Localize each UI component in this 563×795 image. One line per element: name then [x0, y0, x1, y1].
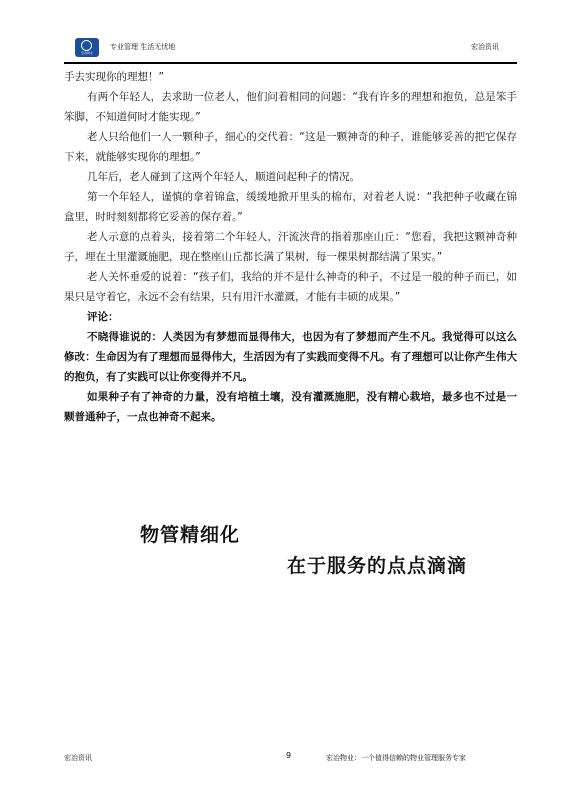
company-logo — [75, 38, 99, 57]
paragraph-1: 有两个年轻人，去求助一位老人，他们问着相同的问题：“我有许多的理想和抱负，总是笨手笨脚，不知道何时才能实现。” — [64, 91, 517, 123]
comment-paragraph-2: 如果种子有了神奇的力量，没有培植土壤，没有灌溉施肥，没有精心栽培，最多也不过是一颗普通种子，一点也神奇不起来。 — [64, 391, 517, 423]
comment-paragraph-1: 不晓得谁说的：人类因为有梦想而显得伟大，也因为有了梦想而产生不凡。我觉得可以这么修改：生命因为有了理想而显得伟大，生活因为有了实践而变得不凡。有了理想可以让你产生伟大的抱负，有了实践可以让你变得并不凡。 — [64, 331, 517, 383]
paragraph-3: 几年后，老人碰到了这两个年轻人，顺道问起种子的情况。 — [87, 171, 360, 183]
comment-label: 评论： — [87, 311, 119, 323]
section-title-line-1: 物管精细化 — [140, 524, 241, 546]
paragraph-continuation: 手去实现你的理想！” — [64, 71, 164, 83]
logo-emblem-icon — [81, 40, 92, 51]
logo-text: 宏冶物业 — [80, 51, 93, 55]
article-body — [64, 67, 517, 427]
footer-left-text: 宏冶资讯 — [64, 754, 92, 762]
paragraph-6: 老人关怀垂爱的说着：“孩子们，我给的并不是什么神奇的种子，不过是一般的种子而已，如果只是守着它，永远不会有结果，只有用汗水灌溉，才能有丰硕的成果。” — [64, 271, 517, 303]
page-number: 9 — [286, 751, 292, 760]
footer-right-text: 宏冶物业：一个值得信赖的物业管理服务专家 — [326, 754, 466, 762]
header-slogan: 专业管理 生活无忧地 — [110, 43, 176, 51]
paragraph-2: 老人只给他们一人一颗种子，细心的交代着：“这是一颗神奇的种子，谁能够妥善的把它保存下来，就能够实现你的理想。” — [64, 131, 517, 163]
paragraph-5: 老人示意的点着头，接着第二个年轻人，汗流浃背的指着那座山丘：“您看，我把这颗神奇种子，埋在土里灌溉施肥，现在整座山丘都长满了果树，每一棵果树都结满了果实。” — [64, 231, 517, 263]
header-divider — [64, 62, 517, 64]
header-brand: 宏冶资讯 — [471, 43, 499, 51]
section-title-line-2: 在于服务的点点滴滴 — [287, 555, 468, 577]
page-header — [64, 34, 517, 62]
paragraph-4: 第一个年轻人，谨慎的拿着锦盒，缓缓地掀开里头的棉布，对着老人说：“我把种子收藏在锦盒里，时时刻刻都将它妥善的保存着。” — [64, 191, 517, 223]
